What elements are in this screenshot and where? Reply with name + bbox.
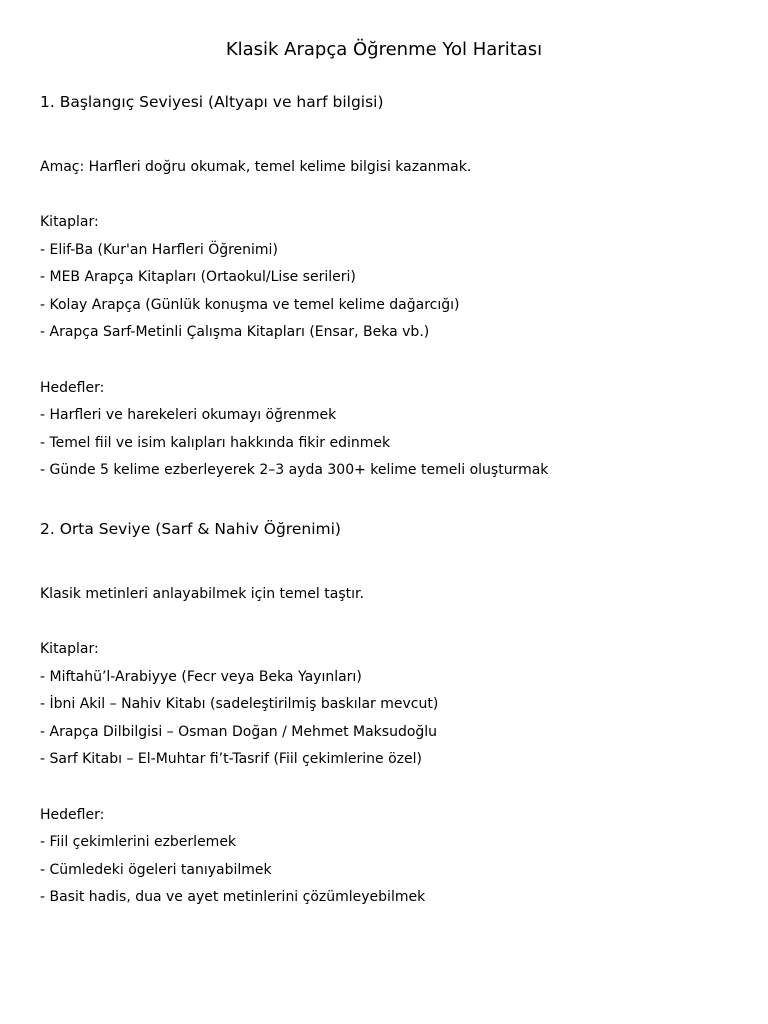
section2-book-item: - Miftahü’l-Arabiyye (Fecr veya Beka Yayınları) <box>40 669 362 685</box>
section1-book-item: - Elif-Ba (Kur'an Harfleri Öğrenimi) <box>40 242 278 258</box>
section1-goal: Amaç: Harfleri doğru okumak, temel kelime bilgisi kazanmak. <box>40 159 472 175</box>
section1-heading: 1. Başlangıç Seviyesi (Altyapı ve harf bilgisi) <box>40 93 384 111</box>
section2-target-item: - Basit hadis, dua ve ayet metinlerini çözümleyebilmek <box>40 889 426 905</box>
section1-book-item: - Kolay Arapça (Günlük konuşma ve temel kelime dağarcığı) <box>40 297 460 313</box>
section2-book-item: - İbni Akil – Nahiv Kitabı (sadeleştirilmiş baskılar mevcut) <box>40 696 439 712</box>
section1-targets-label: Hedefler: <box>40 380 105 396</box>
section2-intro: Klasik metinleri anlayabilmek için temel taştır. <box>40 586 364 602</box>
section1-target-item: - Harfleri ve harekeleri okumayı öğrenmek <box>40 407 337 423</box>
section1-book-item: - Arapça Sarf-Metinli Çalışma Kitapları (Ensar, Beka vb.) <box>40 324 430 340</box>
section1-target-item: - Temel fiil ve isim kalıpları hakkında fikir edinmek <box>40 435 391 451</box>
section2-books-label: Kitaplar: <box>40 641 99 657</box>
document-title: Klasik Arapça Öğrenme Yol Haritası <box>225 39 543 60</box>
section2-target-item: - Cümledeki ögeleri tanıyabilmek <box>40 862 272 878</box>
section2-target-item: - Fiil çekimlerini ezberlemek <box>40 834 237 850</box>
section2-heading: 2. Orta Seviye (Sarf & Nahiv Öğrenimi) <box>40 520 341 538</box>
section1-target-item: - Günde 5 kelime ezberleyerek 2–3 ayda 300+ kelime temeli oluşturmak <box>40 462 549 478</box>
section1-book-item: - MEB Arapça Kitapları (Ortaokul/Lise serileri) <box>40 269 356 285</box>
section2-book-item: - Arapça Dilbilgisi – Osman Doğan / Mehmet Maksudoğlu <box>40 724 438 740</box>
section2-book-item: - Sarf Kitabı – El-Muhtar fi’t-Tasrif (Fiil çekimlerine özel) <box>40 751 422 767</box>
section2-targets-label: Hedefler: <box>40 807 105 823</box>
section1-books-label: Kitaplar: <box>40 214 99 230</box>
